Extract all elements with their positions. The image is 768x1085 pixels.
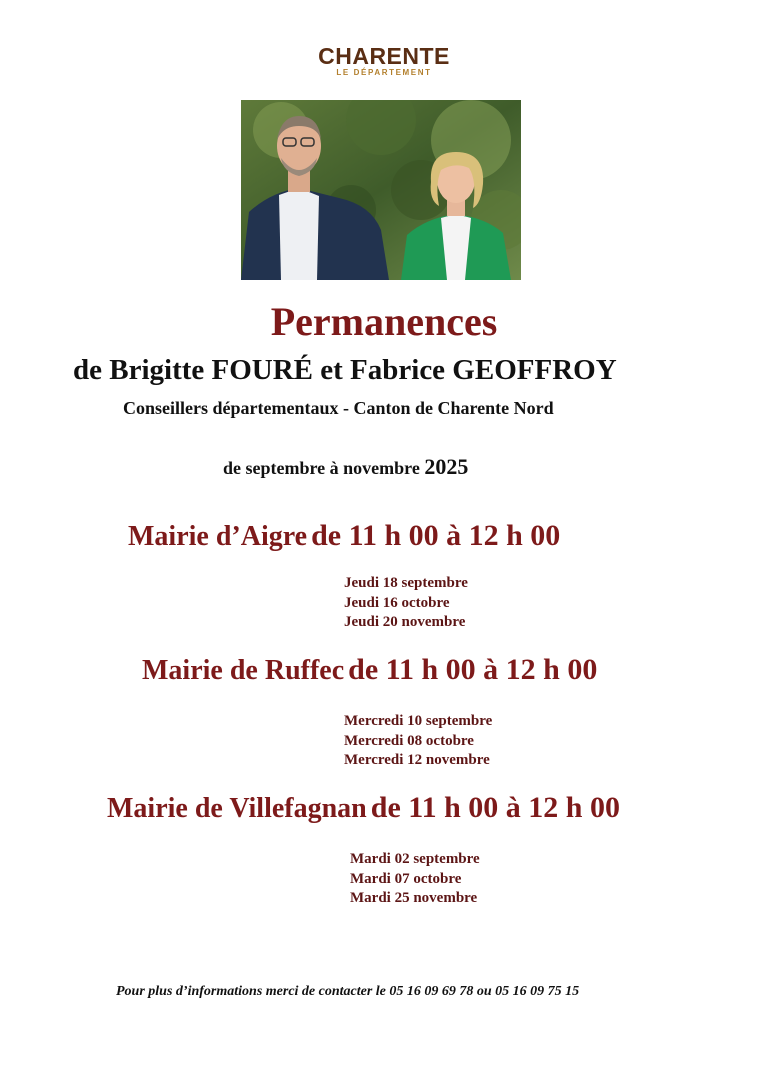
date-item: Mardi 25 novembre xyxy=(350,890,478,906)
venue-heading xyxy=(107,790,620,831)
date-item: Mardi 07 octobre xyxy=(350,870,462,887)
venue-place: Mairie d’Aigre xyxy=(128,521,308,552)
date-item: Mercredi 10 septembre xyxy=(344,713,493,729)
date-list xyxy=(350,850,480,909)
councillors-photo xyxy=(241,100,521,280)
venue-hours: de 11 h 00 à 12 h 00 xyxy=(311,519,561,552)
date-item: Jeudi 16 octobre xyxy=(344,594,450,611)
venue-place: Mairie de Villefagnan xyxy=(107,793,367,824)
period-year: 2025 xyxy=(424,454,469,479)
subtitle: Conseillers départementaux - Canton de Charente Nord xyxy=(123,398,554,418)
charente-logo xyxy=(0,44,768,78)
period-text: de septembre à novembre xyxy=(223,458,420,478)
logo-wordmark: CHARENTE xyxy=(318,43,450,69)
venue-heading xyxy=(128,518,560,559)
date-item: Mercredi 08 octobre xyxy=(344,732,474,749)
date-list xyxy=(344,574,468,633)
date-list xyxy=(344,712,492,771)
date-item: Mardi 02 septembre xyxy=(350,851,480,867)
councillor-names: de Brigitte FOURÉ et Fabrice GEOFFROY xyxy=(73,354,617,386)
venue-place: Mairie de Ruffec xyxy=(142,655,345,686)
date-item: Jeudi 18 septembre xyxy=(344,575,468,591)
contact-footer: Pour plus d’informations merci de contacter le 05 16 09 69 78 ou 05 16 09 75 15 xyxy=(116,984,580,999)
date-item: Mercredi 12 novembre xyxy=(344,752,490,768)
period xyxy=(223,454,468,481)
venue-hours: de 11 h 00 à 12 h 00 xyxy=(348,653,598,686)
venue-hours: de 11 h 00 à 12 h 00 xyxy=(370,791,620,824)
logo-tagline: LE DÉPARTEMENT xyxy=(336,68,432,77)
date-item: Jeudi 20 novembre xyxy=(344,614,466,630)
venue-heading xyxy=(142,652,597,693)
page-title: Permanences xyxy=(270,299,498,344)
